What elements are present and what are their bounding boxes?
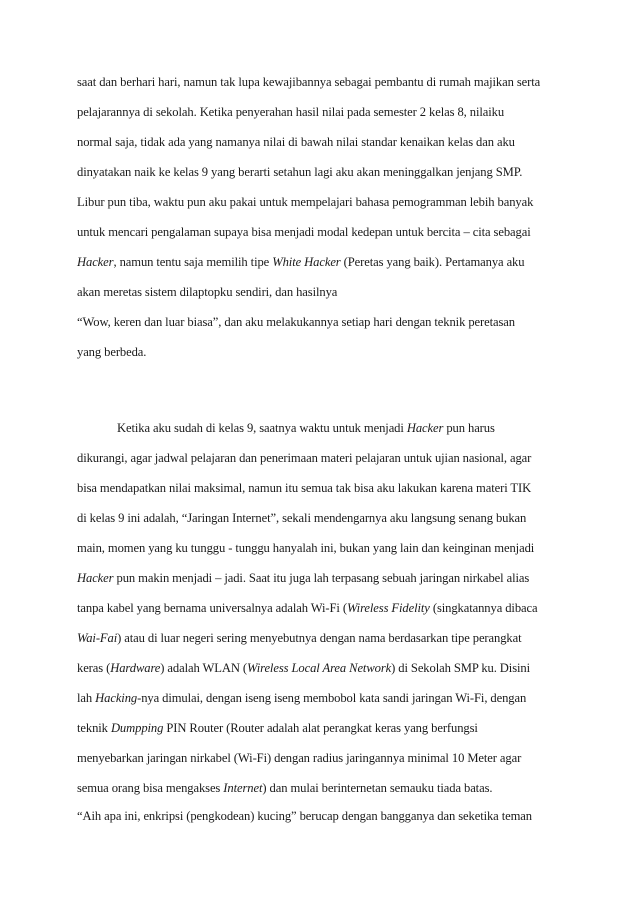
text-segment: ) di Sekolah SMP ku. Disini xyxy=(391,661,531,675)
text-line xyxy=(77,660,557,676)
text-segment: keras ( xyxy=(77,661,111,675)
italic-term: Hacker xyxy=(77,571,114,585)
text-segment: teknik xyxy=(77,721,111,735)
text-line: menyebarkan jaringan nirkabel (Wi-Fi) dengan radius jaringannya minimal 10 Meter agar xyxy=(77,751,522,765)
text-segment: lah xyxy=(77,691,96,705)
text-segment: pun makin menjadi – jadi. Saat itu juga lah terpasang sebuah jaringan nirkabel alias xyxy=(113,571,530,585)
text-line: dinyatakan naik ke kelas 9 yang berarti setahun lagi aku akan meninggalkan jenjang SMP. xyxy=(77,165,523,179)
text-line: main, momen yang ku tunggu - tunggu hanyalah ini, bukan yang lain dan keinginan menjadi xyxy=(77,541,535,555)
text-line: bisa mendapatkan nilai maksimal, namun itu semua tak bisa aku lakukan karena materi TIK xyxy=(77,481,532,495)
text-line xyxy=(77,600,557,616)
text-segment: semua orang bisa mengakses xyxy=(77,781,224,795)
italic-term: Hardware xyxy=(110,661,161,675)
italic-term: Hacking xyxy=(95,691,138,705)
text-line xyxy=(77,630,557,646)
text-segment: ) adalah WLAN ( xyxy=(160,661,248,675)
italic-term: Wireless Local Area Network xyxy=(247,661,392,675)
text-line: “Wow, keren dan luar biasa”, dan aku melakukannya setiap hari dengan teknik peretasan xyxy=(77,315,515,329)
text-segment: pun harus xyxy=(443,421,495,435)
text-line: normal saja, tidak ada yang namanya nilai di bawah nilai standar kenaikan kelas dan aku xyxy=(77,135,515,149)
text-line: Libur pun tiba, waktu pun aku pakai untuk mempelajari bahasa pemogramman lebih banyak xyxy=(77,195,534,209)
text-segment: PIN Router (Router adalah alat perangkat keras yang berfungsi xyxy=(163,721,478,735)
text-line xyxy=(77,690,557,706)
text-line: untuk mencari pengalaman supaya bisa menjadi modal kedepan untuk bercita – cita sebagai xyxy=(77,225,531,239)
italic-term: White Hacker xyxy=(272,255,341,269)
text-line: saat dan berhari hari, namun tak lupa kewajibannya sebagai pembantu di rumah majikan serta xyxy=(77,75,541,89)
text-line xyxy=(77,570,557,586)
text-segment: ) atau di luar negeri sering menyebutnya dengan nama berdasarkan tipe perangkat xyxy=(117,631,522,645)
text-line xyxy=(77,254,557,270)
text-segment: , namun tentu saja memilih tipe xyxy=(113,255,273,269)
italic-term: Dumpping xyxy=(110,721,164,735)
italic-term: Hacker xyxy=(77,255,114,269)
text-line: yang berbeda. xyxy=(77,345,147,359)
text-line: dikurangi, agar jadwal pelajaran dan penerimaan materi pelajaran untuk ujian nasional, agar xyxy=(77,451,532,465)
text-segment: Ketika aku sudah di kelas 9, saatnya waktu untuk menjadi xyxy=(117,421,407,435)
text-line: pelajarannya di sekolah. Ketika penyerahan hasil nilai pada semester 2 kelas 8, nilaiku xyxy=(77,105,505,119)
text-segment: -nya dimulai, dengan iseng iseng membobol kata sandi jaringan Wi-Fi, dengan xyxy=(137,691,527,705)
italic-term: Internet xyxy=(223,781,263,795)
text-line: “Aih apa ini, enkripsi (pengkodean) kucing” berucap dengan bangganya dan seketika teman xyxy=(77,809,532,823)
text-line xyxy=(117,420,557,436)
italic-term: Hacker xyxy=(406,421,444,435)
italic-term: Wai-Fai xyxy=(77,631,118,645)
text-segment: (Peretas yang baik). Pertamanya aku xyxy=(340,255,525,269)
text-line: di kelas 9 ini adalah, “Jaringan Internet”, sekali mendengarnya aku langsung senang bukan xyxy=(77,511,527,525)
text-segment: (singkatannya dibaca xyxy=(429,601,538,615)
text-line xyxy=(77,720,557,736)
text-segment: ) dan mulai berinternetan semauku tiada batas. xyxy=(262,781,493,795)
text-segment: tanpa kabel yang bernama universalnya adalah Wi-Fi ( xyxy=(77,601,347,615)
text-line xyxy=(77,780,557,796)
italic-term: Wireless Fidelity xyxy=(346,601,430,615)
text-line: akan meretas sistem dilaptopku sendiri, dan hasilnya xyxy=(77,285,338,299)
